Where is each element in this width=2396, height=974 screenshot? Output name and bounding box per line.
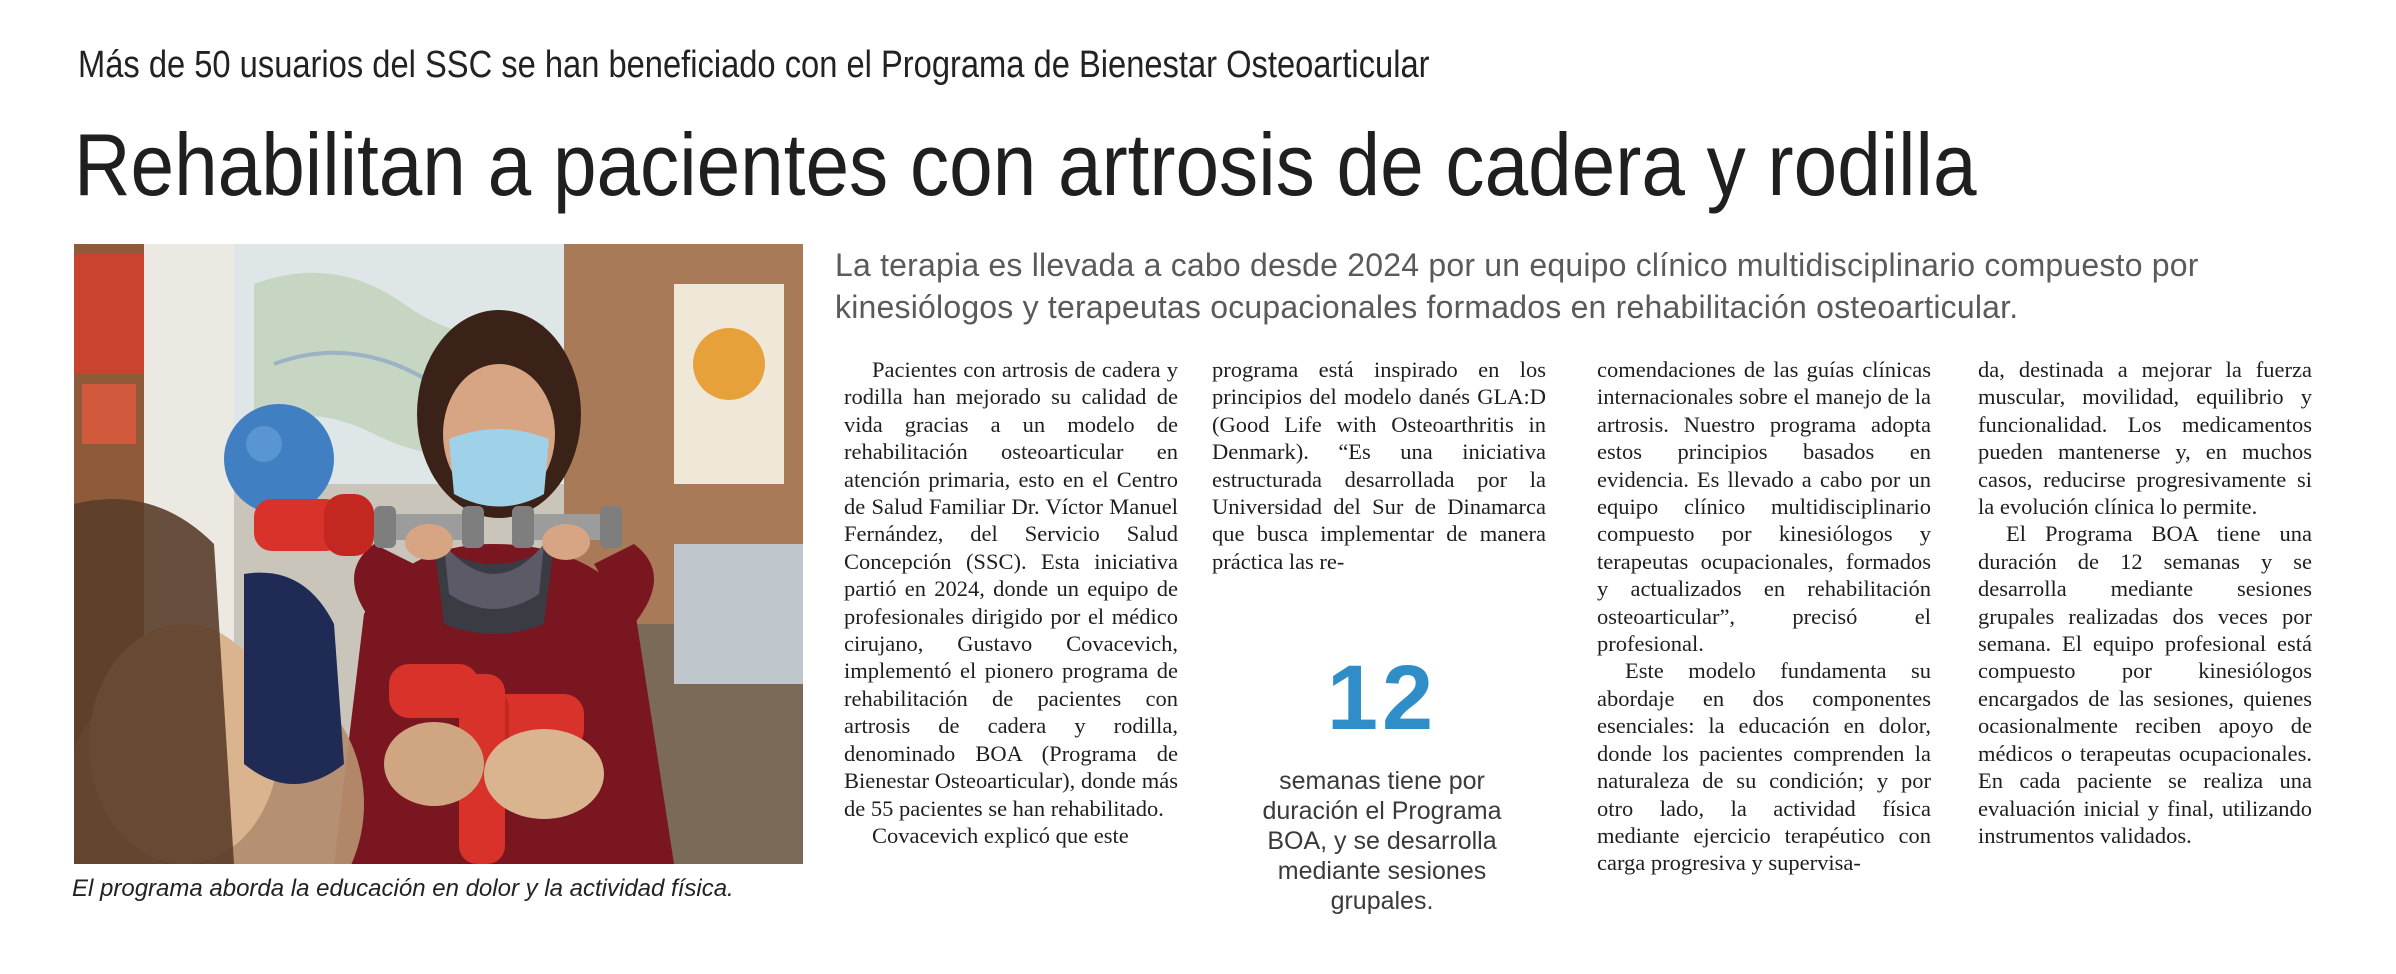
body-paragraph: Pacientes con artrosis de cadera y rodilla han mejorado su calidad de vida gracias a un modelo de rehabilitación osteoarticular en atención primaria, esto en el Centro de Salud Familiar Dr. Víctor Manuel Fernández, del Servicio Salud Concepción (SSC). Esta iniciativa partió en 2024, donde un equipo de profesionales dirigido por el médico cirujano, Gustavo Covacevich, implementó el pionero programa de rehabilitación de pacientes con artrosis de cadera y rodilla, denominado BOA (Programa de Bienestar Osteoarticular), donde más de 55 pacientes se han rehabilitado. [844,357,1178,821]
body-column-4 [1978,356,2312,849]
body-column-1 [844,356,1178,849]
body-column-3 [1597,356,1931,877]
article-photo [74,244,803,864]
body-paragraph: programa está inspirado en los principios del modelo danés GLA:D (Good Life with Osteoarthritis in Denmark). “Es una iniciativa estructurada desarrollada por la Universidad del Sur de Dinamarca que busca implementar de manera práctica las re- [1212,357,1546,574]
highlight-callout [1232,647,1532,916]
photo-caption: El programa aborda la educación en dolor y la actividad física. [72,875,734,902]
body-paragraph: comendaciones de las guías clínicas internacionales sobre el manejo de la artrosis. Nuestro programa adopta estos principios basados en evidencia. Es llevado a cabo por un equipo clínico multidisciplinario compuesto por kinesiólogos y terapeutas ocupacionales, formados y actualizados en rehabilitación osteoarticular”, precisó el profesional. [1597,357,1931,657]
article-headline: Rehabilitan a pacientes con artrosis de cadera y rodilla [74,115,1977,214]
body-paragraph: Este modelo fundamenta su abordaje en dos componentes esenciales: la educación en dolor, donde los pacientes comprenden la naturaleza de su condición; y por otro lado, la actividad física mediante ejercicio terapéutico con carga progresiva y supervisa- [1597,658,1931,876]
article-kicker: Más de 50 usuarios del SSC se han beneficiado con el Programa de Bienestar Osteoarticular [78,44,1430,86]
highlight-number: 12 [1326,647,1438,749]
body-paragraph: El Programa BOA tiene una duración de 12 semanas y se desarrolla mediante sesiones grupales realizadas dos veces por semana. El equipo profesional está compuesto por kinesiólogos encargados de las sesiones, quienes ocasionalmente reciben apoyo de médicos o terapeutas ocupacionales. En cada paciente se realiza una evaluación inicial y final, utilizando instrumentos validados. [1978,521,2312,848]
article-deck: La terapia es llevada a cabo desde 2024 por un equipo clínico multidisciplinario compuesto por kinesiólogos y terapeutas ocupacionales formados en rehabilitación osteoarticular. [835,247,2199,325]
body-paragraph: Covacevich explicó que este [872,822,1129,848]
body-column-2 [1212,356,1546,575]
highlight-text: semanas tiene por duración el Programa BOA, y se desarrolla mediante sesiones grupales. [1262,767,1502,915]
body-paragraph: da, destinada a mejorar la fuerza muscular, movilidad, equilibrio y funcionalidad. Los medicamentos pueden mantenerse y, en muchos casos, reducirse progresivamente si la evolución clínica lo permite. [1978,357,2312,520]
